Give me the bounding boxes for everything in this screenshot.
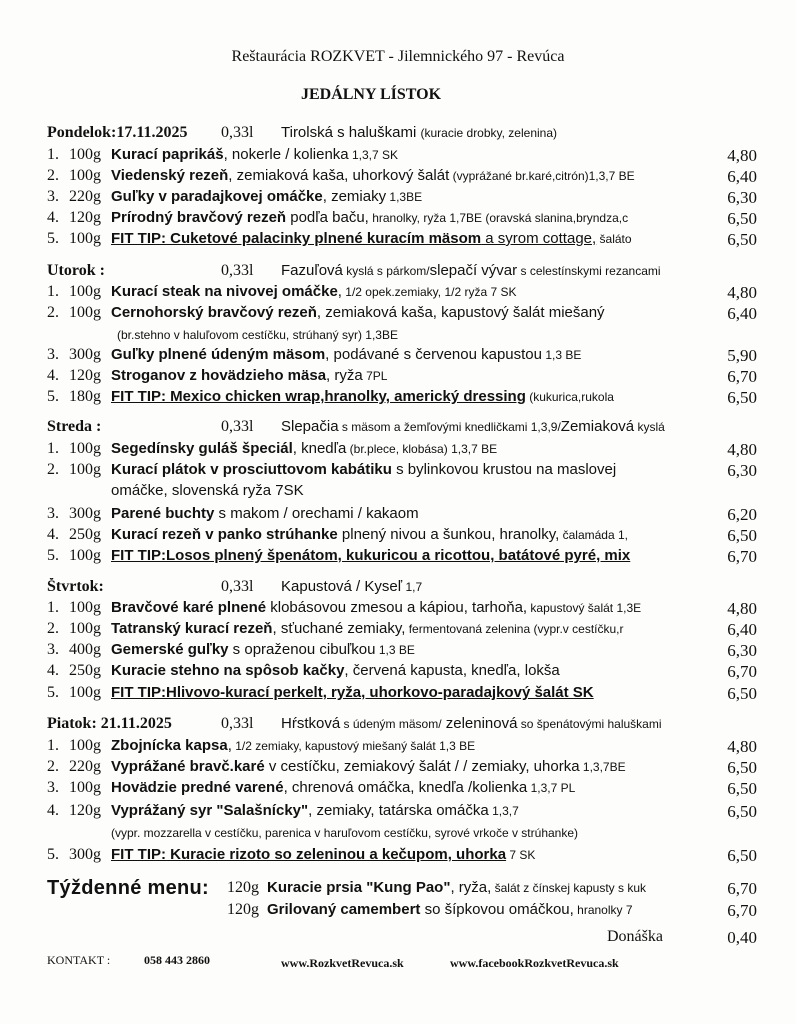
item-price: 4,80	[727, 737, 757, 756]
item-price: 6,50	[727, 684, 757, 703]
soup-main: Kapustová / Kyseľ	[281, 578, 403, 595]
item-number: 5.	[47, 684, 59, 701]
item-small: 1,3,7BE	[579, 760, 626, 774]
item-dish: Kurací rezeň v panko strúhanke	[111, 526, 338, 543]
item-small: čalamáda 1,	[559, 528, 628, 542]
item-number: 1.	[47, 283, 59, 300]
day-header-wednesday	[47, 418, 747, 438]
soup-main: Fazuľová	[281, 262, 343, 279]
item-price: 6,70	[727, 547, 757, 566]
soup-small-2: kyslá	[634, 420, 665, 434]
item-weight: 120g	[227, 879, 259, 896]
item-dish: Stroganov z hovädzieho mäsa	[111, 367, 327, 384]
item-dish: Zbojnícka kapsa	[111, 737, 228, 754]
item-small: hranolky, ryža 1,7BE (oravská slanina,bryndza,c	[368, 211, 629, 225]
item-price: 4,80	[727, 599, 757, 618]
day-header-thursday	[47, 578, 747, 598]
item-number: 4.	[47, 802, 59, 819]
item-weight: 100g	[69, 283, 101, 300]
soup-volume: 0,33l	[221, 418, 254, 435]
weekly-menu-label: Týždenné menu:	[47, 877, 209, 899]
item-price: 6,50	[727, 230, 757, 249]
item-small: 1,3 BE	[375, 643, 415, 657]
item-dish: Kurací paprikáš	[111, 146, 224, 163]
item-dish: Grilovaný camembert	[267, 901, 421, 918]
menu-item	[47, 526, 757, 547]
item-small: fermentovaná zelenina (vypr.v cestíčku,r	[405, 622, 624, 636]
item-number: 3.	[47, 641, 59, 658]
item-weight: 220g	[69, 188, 101, 205]
item-number: 2.	[47, 461, 59, 478]
item-rest: podľa baču,	[286, 209, 369, 226]
item-number: 2.	[47, 304, 59, 321]
item-price: 5,90	[727, 346, 757, 365]
item-number: 1.	[47, 599, 59, 616]
item-small: 7PL	[362, 369, 388, 383]
item-small: kapustový šalát 1,3E	[527, 601, 642, 615]
menu-item	[47, 641, 757, 662]
menu-item	[47, 662, 757, 683]
menu-item-fit-tip	[47, 388, 757, 409]
soup-main: Tirolská s haluškami	[281, 124, 417, 141]
day-date: 21.11.2025	[100, 715, 172, 732]
item-price: 4,80	[727, 146, 757, 165]
fit-tip-dish: FIT TIP: Cuketové palacinky plnené kuracím mäsom	[111, 230, 482, 247]
item-weight: 300g	[69, 846, 101, 863]
item-dish: Parené buchty	[111, 505, 215, 522]
item-dish: Hovädzie predné varené	[111, 779, 284, 796]
item-weight: 100g	[69, 547, 101, 564]
item-weight: 100g	[69, 440, 101, 457]
item-weight: 100g	[69, 779, 101, 796]
item-dish: Vyprážaný syr "Salašnícky"	[111, 802, 309, 819]
menu-item	[47, 599, 757, 620]
item-small: šalát z čínskej kapusty s kuk	[491, 881, 647, 895]
menu-item	[47, 167, 757, 188]
item-number: 3.	[47, 505, 59, 522]
menu-item-fit-tip	[47, 684, 757, 705]
item-rest: , ryža	[326, 367, 363, 384]
menu-item	[47, 758, 757, 779]
item-price: 6,70	[727, 879, 757, 898]
delivery-price: 0,40	[727, 928, 757, 947]
menu-item	[47, 146, 757, 167]
item-rest: s opraženou cibuľkou	[228, 641, 376, 658]
item-price: 6,50	[727, 526, 757, 545]
item-dish: Guľky plnené údeným mäsom	[111, 346, 326, 363]
item-small: (kukurica,rukola	[525, 390, 614, 404]
item-rest: , knedľa	[292, 440, 347, 457]
soup-volume: 0,33l	[221, 578, 254, 595]
soup-main-2: slepačí vývar	[429, 262, 518, 279]
soup-text	[281, 124, 557, 141]
restaurant-header: Reštaurácia ROZKVET - Jilemnického 97 - Revúca	[231, 48, 565, 65]
soup-small: s mäsom a žemľovými knedličkami 1,3,9/	[338, 420, 561, 434]
menu-item	[47, 802, 757, 823]
soup-text	[281, 262, 661, 279]
menu-item	[47, 304, 757, 325]
item-small: 1,3BE	[386, 190, 423, 204]
item-dish: Bravčové karé plnené	[111, 599, 267, 616]
soup-small-2: so špenátovými haluškami	[517, 717, 662, 731]
item-rest: , červená kapusta, knedľa, lokša	[344, 662, 560, 679]
item-rest: , zemiaková kaša, kapustový šalát miešaný	[316, 304, 605, 321]
item-small: hranolky 7	[573, 903, 633, 917]
item-dish: Kurací steak na nivovej omáčke	[111, 283, 338, 300]
menu-item-fit-tip	[47, 547, 757, 568]
menu-item	[47, 209, 757, 230]
day-name: Pondelok:	[47, 124, 117, 141]
item-weight: 100g	[69, 461, 101, 478]
item-number: 3.	[47, 188, 59, 205]
soup-text	[281, 715, 662, 732]
facebook-link: www.facebookRozkvetRevuca.sk	[450, 956, 619, 970]
item-price: 6,30	[727, 461, 757, 480]
item-rest: ,	[227, 737, 232, 754]
item-number: 5.	[47, 547, 59, 564]
item-weight: 250g	[69, 526, 101, 543]
item-dish: Kuracie prsia "Kung Pao"	[267, 879, 451, 896]
item-small: 1,3,7	[488, 804, 519, 818]
item-dish: Tatranský kurací rezeň	[111, 620, 273, 637]
item-number: 3.	[47, 779, 59, 796]
item-dish: Segedínsky guláš špeciál	[111, 440, 293, 457]
day-name: Štvrtok:	[47, 578, 104, 595]
item-price: 4,80	[727, 283, 757, 302]
item-price: 6,70	[727, 901, 757, 920]
item-number: 1.	[47, 737, 59, 754]
item-price: 6,40	[727, 167, 757, 186]
item-weight: 120g	[69, 209, 101, 226]
item-price: 6,50	[727, 758, 757, 777]
soup-small-2: s celestínskymi rezancami	[517, 264, 661, 278]
contact-label: KONTAKT :	[47, 953, 111, 967]
menu-item-fit-tip	[47, 230, 757, 251]
item-price: 4,80	[727, 440, 757, 459]
item-weight: 100g	[69, 599, 101, 616]
item-rest: s bylinkovou krustou na maslovej	[391, 461, 617, 478]
item-rest: , zemiaková kaša, uhorkový šalát	[228, 167, 450, 184]
weekly-item	[227, 901, 757, 923]
item-weight: 250g	[69, 662, 101, 679]
menu-item	[47, 346, 757, 367]
item-rest: , zemiaky	[322, 188, 387, 205]
item-rest: klobásovou zmesou a kápiou, tarhoňa,	[266, 599, 528, 616]
item-weight: 100g	[69, 737, 101, 754]
soup-main-2: Zemiaková	[560, 418, 635, 435]
item-number: 4.	[47, 662, 59, 679]
item-number: 5.	[47, 230, 59, 247]
soup-small: (kuracie drobky, zelenina)	[420, 126, 558, 140]
item-continuation: omáčke, slovenská ryža 7SK	[111, 482, 304, 499]
item-price: 6,50	[727, 388, 757, 407]
soup-volume: 0,33l	[221, 262, 254, 279]
item-number: 2.	[47, 758, 59, 775]
soup-small: kyslá s párkom/	[342, 264, 430, 278]
item-dish: Vyprážané bravč.karé	[111, 758, 265, 775]
item-weight: 100g	[69, 230, 101, 247]
item-dish: Guľky v paradajkovej omáčke	[111, 188, 323, 205]
website-link: www.RozkvetRevuca.sk	[281, 956, 404, 970]
menu-title: JEDÁLNY LÍSTOK	[300, 86, 442, 103]
soup-volume: 0,33l	[221, 124, 254, 141]
menu-item	[47, 779, 757, 800]
item-number: 4.	[47, 526, 59, 543]
menu-item	[47, 367, 757, 388]
day-header-tuesday	[47, 262, 747, 282]
item-rest: , podávané s červenou kapustou	[325, 346, 542, 363]
item-weight: 120g	[69, 367, 101, 384]
item-note: (br.stehno v haluľovom cestíčku, strúhaný syr) 1,3BE	[117, 328, 398, 342]
fit-tip-dish: FIT TIP:Losos plnený špenátom, kukuricou a ricottou, batátové pyré, mix	[111, 547, 631, 564]
menu-item	[47, 505, 757, 526]
item-small: 1/2 zemiaky, kapustový miešaný šalát 1,3 BE	[231, 739, 476, 753]
weekly-item	[227, 879, 757, 901]
item-price: 6,30	[727, 188, 757, 207]
soup-small: 1,7	[402, 580, 423, 594]
fit-tip-dish: FIT TIP: Kuracie rizoto so zeleninou a kečupom, uhorka	[111, 846, 507, 863]
item-dish: Prírodný bravčový rezeň	[111, 209, 287, 226]
item-number: 2.	[47, 167, 59, 184]
item-small: 1/2 opek.zemiaky, 1/2 ryža 7 SK	[341, 285, 517, 299]
soup-main: Hŕstková	[281, 715, 341, 732]
item-dish: Kuracie stehno na spôsob kačky	[111, 662, 345, 679]
item-number: 5.	[47, 388, 59, 405]
item-small: (br.plece, klobása) 1,3,7 BE	[346, 442, 498, 456]
item-price: 6,70	[727, 367, 757, 386]
item-rest: , sťuchané zemiaky,	[272, 620, 406, 637]
item-weight: 180g	[69, 388, 101, 405]
item-rest: so šípkovou omáčkou,	[420, 901, 574, 918]
item-price: 6,40	[727, 620, 757, 639]
item-dish: Kurací plátok v prosciuttovom kabátiku	[111, 461, 392, 478]
item-price: 6,30	[727, 641, 757, 660]
item-small: 1,3 BE	[542, 348, 582, 362]
item-price: 6,20	[727, 505, 757, 524]
item-small: šaláto	[596, 232, 632, 246]
item-small: 1,3,7 PL	[527, 781, 576, 795]
contact-phone: 058 443 2860	[144, 953, 210, 967]
item-number: 4.	[47, 209, 59, 226]
soup-text	[281, 418, 665, 435]
item-dish: Gemerské guľky	[111, 641, 229, 658]
menu-item	[47, 188, 757, 209]
menu-item	[47, 620, 757, 641]
item-weight: 100g	[69, 304, 101, 321]
item-price: 6,50	[727, 802, 757, 821]
soup-small: s údeným mäsom/	[340, 717, 442, 731]
day-name: Utorok :	[47, 262, 105, 279]
item-dish: Cernohorský bravčový rezeň	[111, 304, 317, 321]
menu-item	[47, 440, 757, 461]
day-date: 17.11.2025	[116, 124, 188, 141]
item-number: 2.	[47, 620, 59, 637]
item-rest: ,	[337, 283, 342, 300]
menu-item	[47, 737, 757, 758]
item-price: 6,50	[727, 209, 757, 228]
soup-volume: 0,33l	[221, 715, 254, 732]
item-rest: v cestíčku, zemiakový šalát / / zemiaky, uhorka	[264, 758, 580, 775]
delivery-label: Donáška	[607, 928, 663, 945]
item-number: 1.	[47, 146, 59, 163]
item-rest: plnený nivou a šunkou, hranolky,	[337, 526, 560, 543]
item-small: 1,3,7 SK	[348, 148, 399, 162]
fit-tip-dish: FIT TIP:Hlivovo-kurací perkelt, ryža, uhorkovo-paradajkový šalát SK	[111, 684, 594, 701]
item-rest: , zemiaky, tatárska omáčka	[308, 802, 489, 819]
item-rest: s makom / orechami / kakaom	[214, 505, 419, 522]
item-rest: , nokerle / kolienka	[223, 146, 349, 163]
item-small: (vyprážané br.karé,citrón)1,3,7 BE	[449, 169, 635, 183]
menu-item-fit-tip	[47, 846, 757, 867]
item-weight: 400g	[69, 641, 101, 658]
item-rest: a syrom cottage,	[481, 230, 597, 247]
item-small: 7 SK	[506, 848, 536, 862]
item-weight: 100g	[69, 684, 101, 701]
item-number: 4.	[47, 367, 59, 384]
item-weight: 120g	[227, 901, 259, 918]
item-weight: 100g	[69, 167, 101, 184]
item-number: 1.	[47, 440, 59, 457]
item-note: (vypr. mozzarella v cestíčku, parenica v haruľovom cestíčku, syrové vrkoče v strúhanke)	[111, 826, 579, 840]
day-header-monday	[47, 124, 747, 144]
item-dish: Viedenský rezeň	[111, 167, 229, 184]
item-weight: 300g	[69, 505, 101, 522]
item-price: 6,50	[727, 846, 757, 865]
day-header-friday	[47, 715, 747, 735]
menu-item	[47, 283, 757, 304]
item-weight: 220g	[69, 758, 101, 775]
soup-main-2: zeleninová	[441, 715, 518, 732]
menu-item	[47, 461, 757, 482]
item-rest: , chrenová omáčka, knedľa /kolienka	[283, 779, 528, 796]
day-name: Piatok:	[47, 715, 97, 732]
soup-main: Slepačia	[281, 418, 339, 435]
item-weight: 100g	[69, 146, 101, 163]
fit-tip-dish: FIT TIP: Mexico chicken wrap,hranolky, americký dressing	[111, 388, 526, 405]
item-rest: , ryža,	[450, 879, 492, 896]
item-weight: 300g	[69, 346, 101, 363]
item-price: 6,70	[727, 662, 757, 681]
item-weight: 120g	[69, 802, 101, 819]
item-weight: 100g	[69, 620, 101, 637]
item-number: 5.	[47, 846, 59, 863]
item-price: 6,50	[727, 779, 757, 798]
soup-text	[281, 578, 422, 595]
day-name: Streda :	[47, 418, 102, 435]
item-price: 6,40	[727, 304, 757, 323]
item-number: 3.	[47, 346, 59, 363]
